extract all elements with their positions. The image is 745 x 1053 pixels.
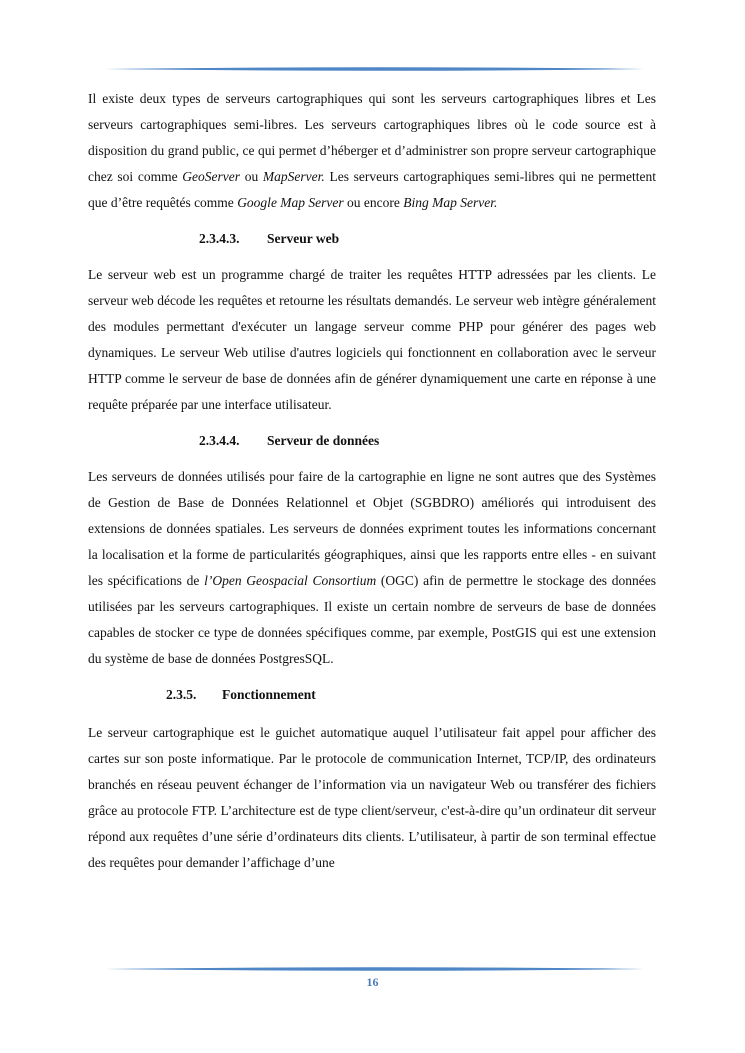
p1-text-d: ou encore <box>343 195 404 210</box>
p3-text-a: Les serveurs de données utilisés pour faire de la cartographie en ligne ne sont autres que des Systèmes de Gestion de Base de Données Relationnel et Objet (SGBDRO) améliorés qui introduisent des extensions de données spatiales. Les serveurs de données expriment toutes les informations concernant la localisation et la forme de particularités géographiques, ainsi que les rapports entre elles - en suivant les spécifications de <box>88 469 656 588</box>
mapserver-term: MapServer. <box>262 169 325 184</box>
bing-map-server-term: Bing Map Server. <box>403 195 498 210</box>
paragraph-operation: Le serveur cartographique est le guichet automatique auquel l’utilisateur fait appel pour afficher des cartes sur son poste informatique. Par le protocole de communication Internet, TCP/IP, des ordinateurs branchés en réseau peuvent échanger de l’information via un navigateur Web ou transférer des fichiers grâce au protocole FTP. L’architecture est de type client/serveur, c'est-à-dire qu’un ordinateur dit serveur répond aux requêtes d’une série d’ordinateurs dits clients. L’utilisateur, à partir de son terminal effectue des requêtes pour demander l’affichage d’une <box>88 725 656 870</box>
page-body <box>88 86 656 876</box>
section-title: Serveur web <box>267 231 340 246</box>
section-heading-2-3-4-3 <box>88 226 656 252</box>
google-map-server-term: Google Map Server <box>237 195 344 210</box>
section-number: 2.3.5. <box>166 687 197 702</box>
paragraph-web-server: Le serveur web est un programme chargé de traiter les requêtes HTTP adressées par les clients. Le serveur web décode les requêtes et retourne les résultats demandés. Le serveur web intègre généralement des modules permettant d'exécuter un langage serveur comme PHP pour générer des pages web dynamiques. Le serveur Web utilise d'autres logiciels qui fonctionnent en collaboration avec le serveur HTTP comme le serveur de base de données afin de générer dynamiquement une carte en réponse à une requête préparée par une interface utilisateur. <box>88 267 656 412</box>
section-number: 2.3.4.4. <box>199 433 240 448</box>
section-title: Fonctionnement <box>222 687 316 702</box>
section-heading-2-3-5 <box>88 682 656 708</box>
header-rule <box>105 66 644 72</box>
p1-text-a: Il existe deux types de serveurs cartographiques qui sont les serveurs cartographiques libres et Les serveurs cartographiques semi-libres. Les serveurs cartographiques libres où le code source est à disposition du grand public, ce qui permet d’héberger et d’administrer son propre serveur cartographique chez soi comme <box>88 91 656 184</box>
p3-text-b: (OGC) afin de permettre le stockage des données utilisées par les serveurs cartographiques. Il existe un certain nombre de serveurs de base de données capables de stocker ce type de données spécifiques comme, par exemple, PostGIS qui est une extension du système de base de données PostgresSQL. <box>88 573 656 666</box>
section-number: 2.3.4.3. <box>199 231 240 246</box>
p1-text-b: ou <box>240 169 263 184</box>
paragraph-data-server <box>88 464 656 672</box>
section-heading-2-3-4-4 <box>88 428 656 454</box>
section-title: Serveur de données <box>267 433 380 448</box>
page-number: 16 <box>366 975 379 989</box>
footer-rule <box>105 966 644 972</box>
ogc-term: l’Open Geospacial Consortium <box>204 573 377 588</box>
paragraph-map-server-types <box>88 86 656 216</box>
geoserver-term: GeoServer <box>182 169 241 184</box>
p1-text-c: Les serveurs cartographiques semi-libres qui ne permettent que d’être requêtés comme <box>88 169 657 210</box>
